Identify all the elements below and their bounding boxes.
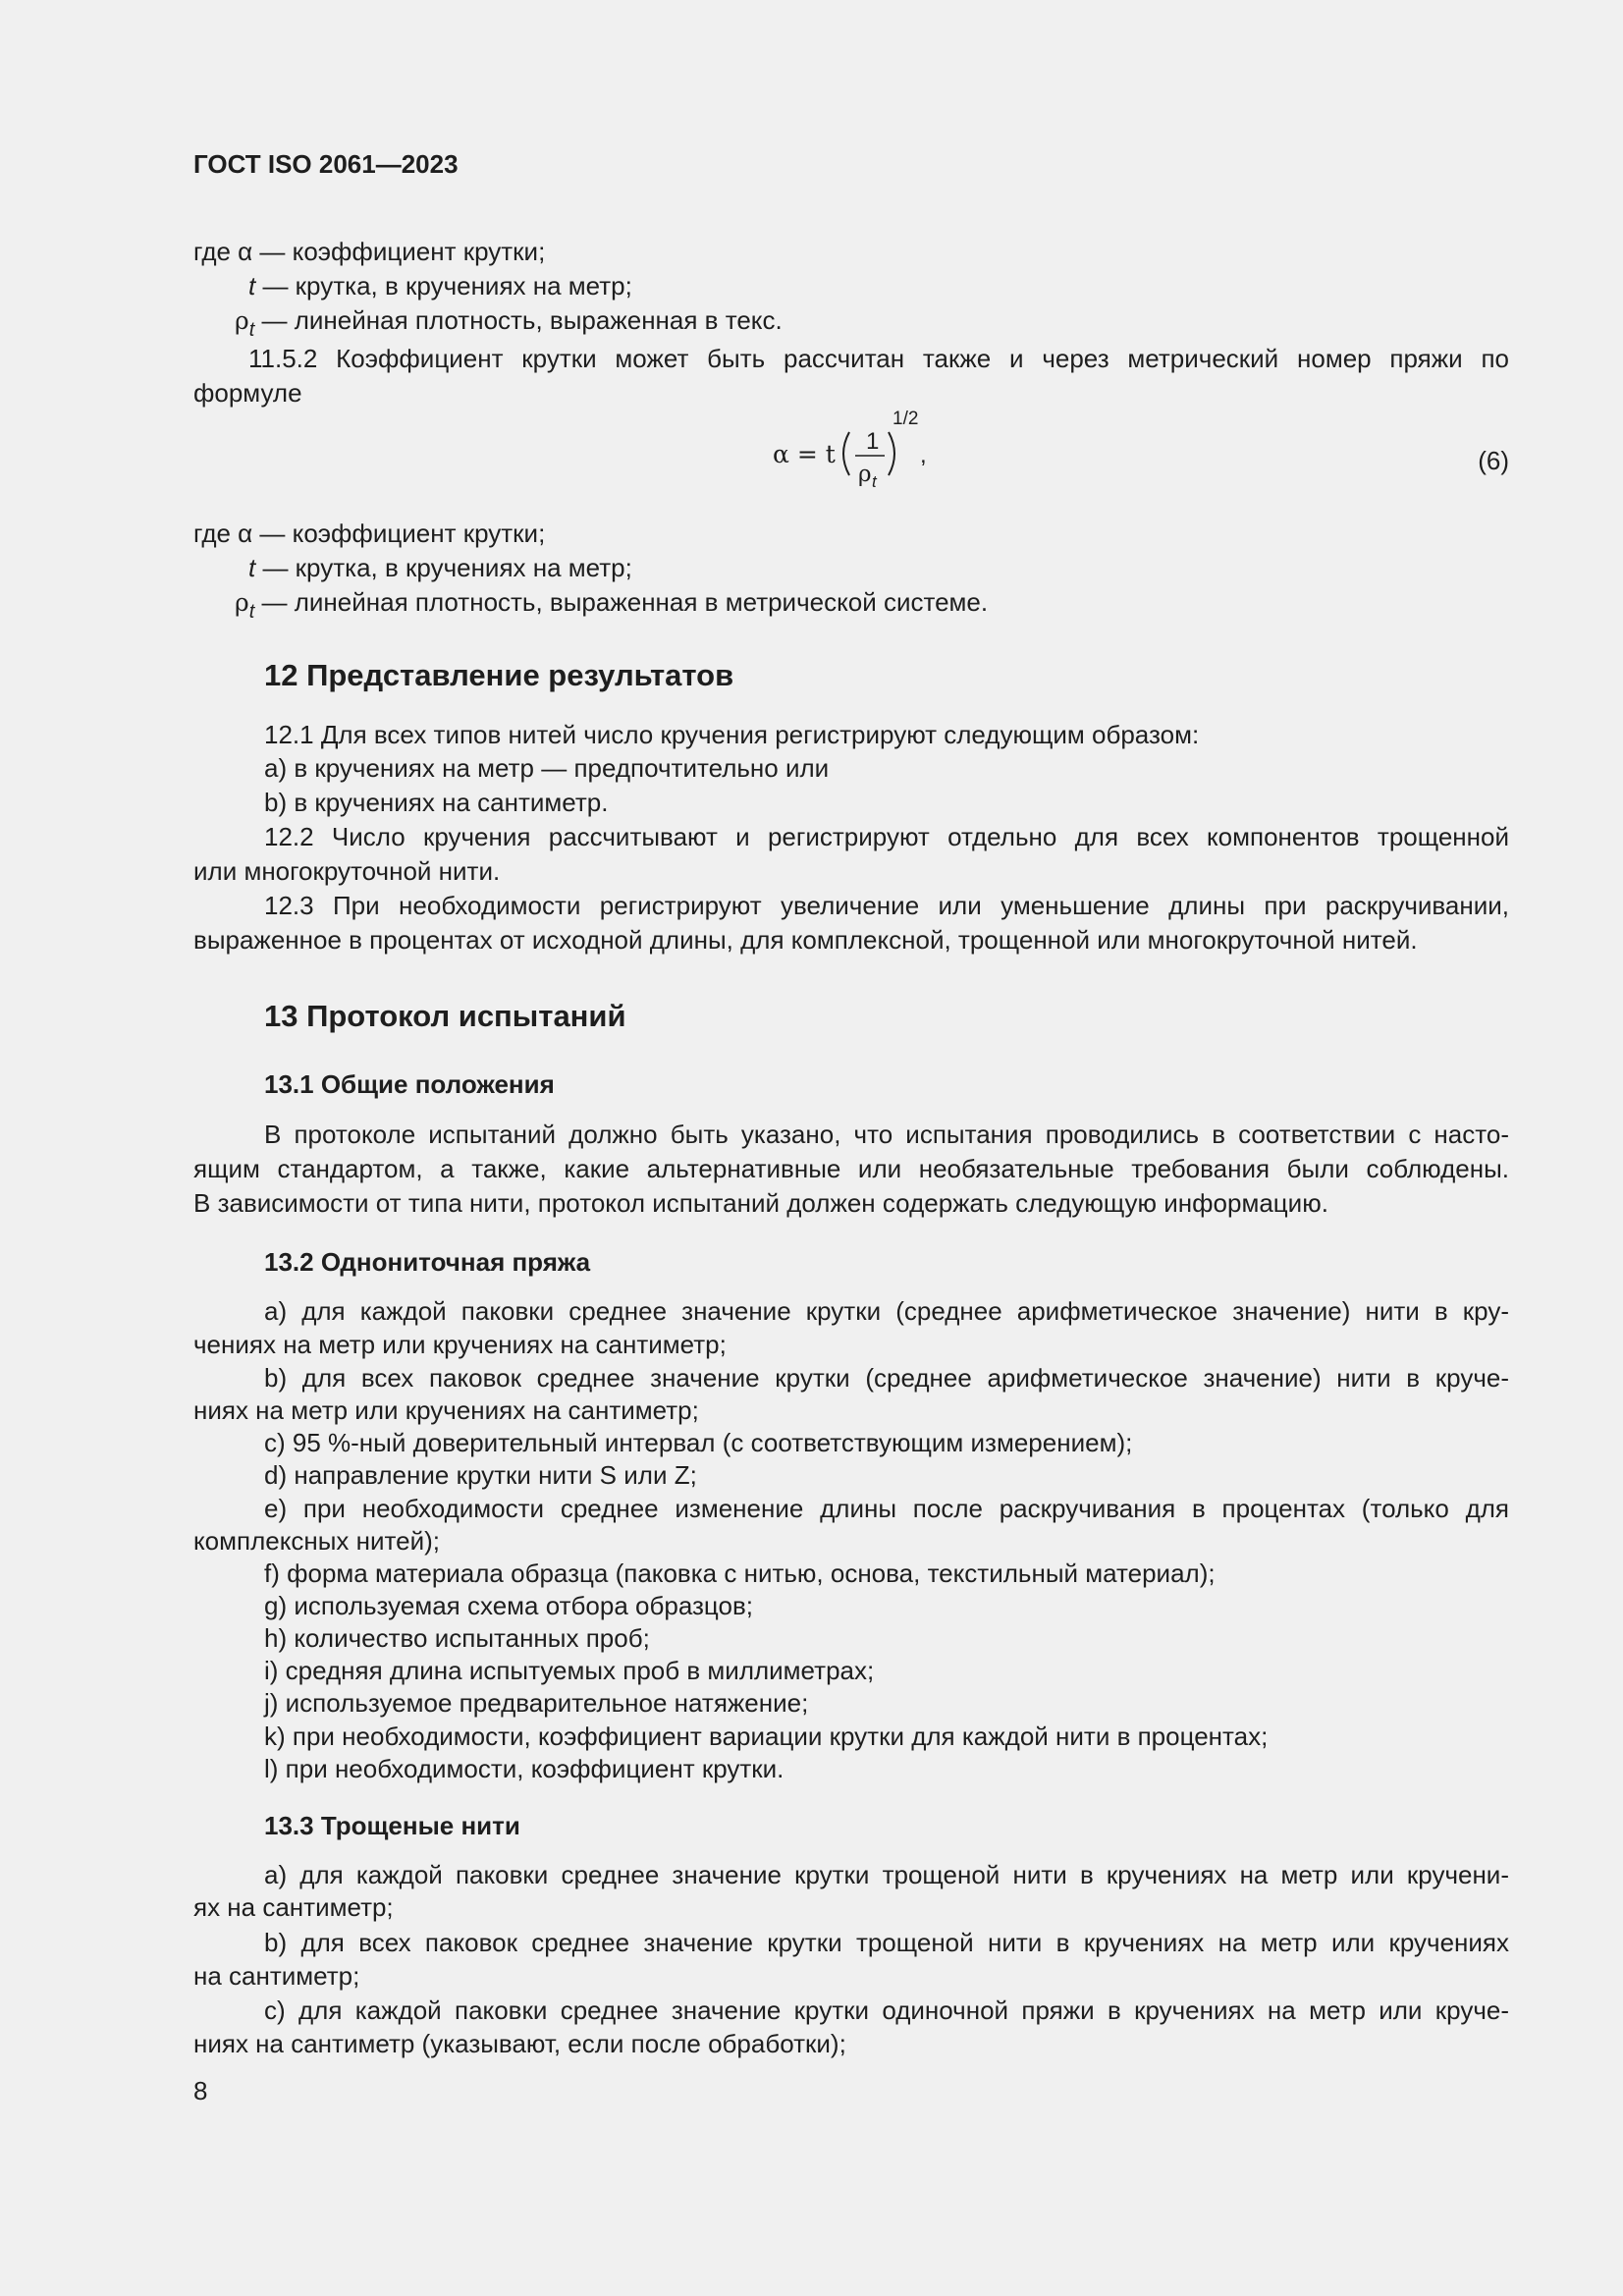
section-13-title: 13 Протокол испытаний bbox=[264, 999, 626, 1033]
sec12-line-4: 12.2 Число кручения рассчитывают и регистрируют отдельно для всех компонентов трощенной bbox=[264, 822, 1509, 851]
rho-symbol: ρ bbox=[235, 588, 249, 617]
sec13-2-item-b-2: ниях на метр или кручениях на сантиметр; bbox=[193, 1395, 699, 1425]
where2-alpha-line: где α — коэффициент крутки; bbox=[193, 519, 546, 548]
subsection-13-3-title: 13.3 Трощеные нити bbox=[264, 1811, 520, 1840]
sec13-2-item-l: l) при необходимости, коэффициент крутки. bbox=[264, 1754, 784, 1783]
formula-denominator-sub: t bbox=[872, 472, 877, 491]
sec12-line-6: 12.3 При необходимости регистрируют увеличение или уменьшение длины при раскручивании, bbox=[264, 891, 1509, 920]
sec13-2-item-h: h) количество испытанных проб; bbox=[264, 1623, 650, 1653]
sec13-3-item-b-1: b) для всех паковок среднее значение крутки трощеной нити в кручениях на метр или кручениях bbox=[264, 1928, 1509, 1957]
sec13-2-item-e-1: e) при необходимости среднее изменение длины после раскручивания в процентах (только для bbox=[264, 1494, 1509, 1523]
sec13-2-item-j: j) используемое предварительное натяжение; bbox=[264, 1688, 809, 1718]
sec13-3-item-b-2: на сантиметр; bbox=[193, 1961, 360, 1991]
where2-t-line bbox=[193, 551, 1564, 584]
rho-subscript: t bbox=[248, 319, 255, 341]
t-symbol: t bbox=[248, 271, 256, 301]
formula-lhs: α = t bbox=[773, 440, 836, 468]
sec13-2-item-c: c) 95 %-ный доверительный интервал (с соответствующим измерением); bbox=[264, 1428, 1133, 1457]
sec13-2-item-f: f) форма материала образца (паковка с нитью, основа, текстильный материал); bbox=[264, 1558, 1216, 1588]
sec12-line-5: или многокруточной нити. bbox=[193, 856, 501, 886]
page-number: 8 bbox=[193, 2076, 208, 2105]
rho-subscript: t bbox=[248, 601, 255, 623]
sec13-1-line-1: В протоколе испытаний должно быть указано, что испытания проводились в соответствии с насто- bbox=[264, 1120, 1509, 1149]
sec13-2-item-a-1: a) для каждой паковки среднее значение крутки (среднее арифметическое значение) нити в кру- bbox=[264, 1296, 1509, 1326]
paragraph-11-5-2-line1: 11.5.2 Коэффициент крутки может быть рассчитан также и через метрический номер пряжи по bbox=[248, 344, 1509, 373]
sec12-line-2: a) в кручениях на метр — предпочтительно или bbox=[264, 753, 830, 783]
sec13-3-item-c-1: c) для каждой паковки среднее значение крутки одиночной пряжи в кручениях на метр или круче- bbox=[264, 1995, 1509, 2025]
rho-symbol: ρ bbox=[235, 306, 249, 335]
sec13-2-item-a-2: чениях на метр или кручениях на сантиметр; bbox=[193, 1330, 727, 1359]
sec13-3-item-a-2: ях на сантиметр; bbox=[193, 1892, 394, 1922]
section-12-title: 12 Представление результатов bbox=[264, 658, 734, 692]
formula-numerator: 1 bbox=[866, 428, 880, 455]
left-paren bbox=[843, 432, 849, 475]
paragraph-11-5-2-line2: формуле bbox=[193, 378, 302, 408]
rho-description: — линейная плотность, выраженная в текс. bbox=[254, 305, 783, 335]
sec13-1-line-2: ящим стандартом, а также, какие альтернативные или необязательные требования были соблюдены. bbox=[193, 1154, 1509, 1183]
t-description: — крутка, в кручениях на метр; bbox=[255, 271, 632, 301]
t-description: — крутка, в кручениях на метр; bbox=[255, 553, 632, 582]
sec13-2-item-g: g) используемая схема отбора образцов; bbox=[264, 1591, 753, 1620]
where2-rho-line bbox=[193, 585, 1550, 622]
t-symbol: t bbox=[248, 553, 256, 582]
rho-description: — линейная плотность, выраженная в метрической системе. bbox=[254, 587, 989, 617]
sec13-3-item-a-1: a) для каждой паковки среднее значение крутки трощеной нити в кручениях на метр или кручени- bbox=[264, 1860, 1509, 1889]
sec12-line-7: выраженное в процентах от исходной длины, для комплексной, трощенной или многокруточной нитей. bbox=[193, 925, 1418, 955]
sec13-2-item-b-1: b) для всех паковок среднее значение крутки (среднее арифметическое значение) нити в круче- bbox=[264, 1363, 1509, 1393]
sec13-2-item-e-2: комплексных нитей); bbox=[193, 1526, 441, 1556]
where-t-line bbox=[193, 269, 1564, 302]
sec13-2-item-d: d) направление крутки нити S или Z; bbox=[264, 1460, 697, 1490]
formula-denominator: ρ bbox=[858, 462, 872, 487]
sec12-line-3: b) в кручениях на сантиметр. bbox=[264, 788, 609, 817]
sec13-1-line-3: В зависимости от типа нити, протокол испытаний должен содержать следующую информацию. bbox=[193, 1188, 1328, 1218]
sec13-2-item-k: k) при необходимости, коэффициент вариации крутки для каждой нити в процентах; bbox=[264, 1722, 1269, 1751]
formula-6 bbox=[773, 403, 930, 501]
where-rho-line bbox=[193, 303, 1550, 340]
subsection-13-1-title: 13.1 Общие положения bbox=[264, 1069, 555, 1099]
formula-exponent: 1/2 bbox=[893, 409, 919, 429]
subsection-13-2-title: 13.2 Однониточная пряжа bbox=[264, 1247, 591, 1277]
right-paren bbox=[889, 432, 894, 475]
sec13-3-item-c-2: ниях на сантиметр (указывают, если после обработки); bbox=[193, 2029, 846, 2058]
equation-number: (6) bbox=[1478, 446, 1509, 475]
sec13-2-item-i: i) средняя длина испытуемых проб в миллиметрах; bbox=[264, 1656, 875, 1685]
formula-comma: , bbox=[920, 442, 927, 468]
where-alpha-line: где α — коэффициент крутки; bbox=[193, 237, 546, 266]
formula-graphic bbox=[773, 403, 940, 501]
document-header: ГОСТ ISO 2061—2023 bbox=[193, 149, 459, 179]
document-page bbox=[193, 0, 1509, 2296]
sec12-line-1: 12.1 Для всех типов нитей число кручения регистрируют следующим образом: bbox=[264, 720, 1200, 749]
